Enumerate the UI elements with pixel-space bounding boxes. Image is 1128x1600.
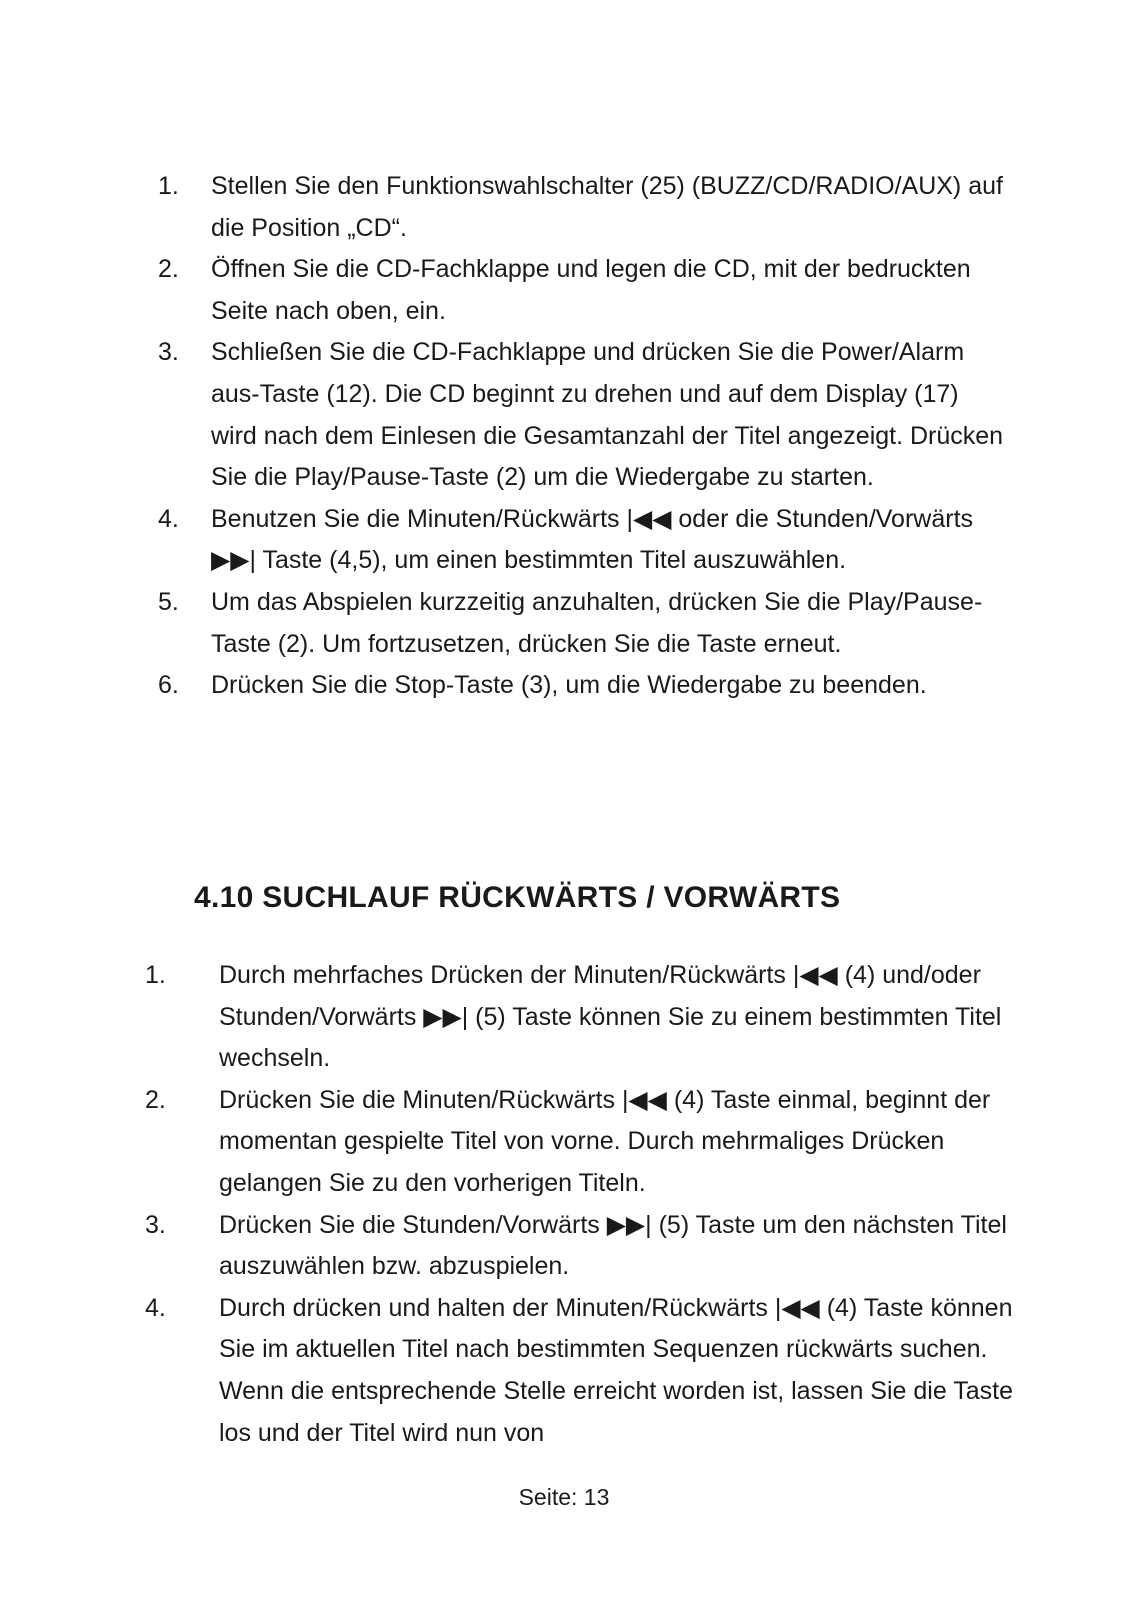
item-text: Durch drücken und halten der Minuten/Rückwärts |◀◀ (4) Taste können Sie im aktuellen Titel nach bestimmten Sequenzen rückwärts suchen. Wenn die entsprechende Stelle erreicht worden ist, lassen Sie die Taste los und der Titel wird nun von [219, 1293, 1013, 1447]
cd-playback-steps [0, 166, 1128, 707]
list-item [0, 1205, 1128, 1288]
item-text: Schließen Sie die CD-Fachklappe und drücken Sie die Power/Alarm aus-Taste (12). Die CD beginnt zu drehen und auf dem Display (17) wird nach dem Einlesen die Gesamtanzahl der Titel angezeigt. Drücken Sie die Play/Pause-Taste (2) um die Wiedergabe zu starten. [211, 338, 1004, 492]
item-number: 4. [145, 1293, 166, 1322]
item-number: 1. [158, 172, 179, 200]
list-item [0, 582, 1128, 665]
item-number: 2. [158, 255, 179, 284]
list-item [0, 955, 1128, 1080]
list-item [0, 665, 1128, 707]
item-number: 3. [145, 1210, 166, 1239]
list-item [0, 249, 1128, 332]
item-text: Öffnen Sie die CD-Fachklappe und legen die CD, mit der bedruckten Seite nach oben, ein. [211, 255, 971, 325]
item-number: 3. [158, 338, 179, 367]
item-text: Drücken Sie die Minuten/Rückwärts |◀◀ (4) Taste einmal, beginnt der momentan gespielte Titel von vorne. Durch mehrmaliges Drücken gelangen Sie zu den vorherigen Titeln. [219, 1085, 991, 1197]
item-text: Durch mehrfaches Drücken der Minuten/Rückwärts |◀◀ (4) und/oder Stunden/Vorwärts ▶▶| (5) Taste können Sie zu einem bestimmten Titel wechseln. [219, 961, 1002, 1073]
item-text: Um das Abspielen kurzzeitig anzuhalten, drücken Sie die Play/Pause-Taste (2). Um fortzusetzen, drücken Sie die Taste erneut. [211, 587, 983, 658]
item-number: 4. [158, 504, 179, 533]
list-item [0, 1288, 1128, 1454]
item-number: 6. [158, 671, 179, 700]
list-item [0, 332, 1128, 498]
section-heading: 4.10 SUCHLAUF RÜCKWÄRTS / VORWÄRTS [194, 881, 841, 914]
page-number: Seite: 13 [518, 1484, 610, 1510]
item-number: 5. [158, 587, 179, 616]
item-text: Stellen Sie den Funktionswahlschalter (25) (BUZZ/CD/RADIO/AUX) auf die Position „CD“. [211, 172, 1003, 242]
item-text: Drücken Sie die Stop-Taste (3), um die Wiedergabe zu beenden. [211, 671, 927, 700]
item-text: Drücken Sie die Stunden/Vorwärts ▶▶| (5) Taste um den nächsten Titel auszuwählen bzw. abzuspielen. [219, 1210, 1007, 1281]
item-number: 2. [145, 1085, 166, 1114]
list-item [0, 166, 1128, 249]
search-steps [0, 955, 1128, 1454]
item-number: 1. [145, 961, 166, 989]
list-item [0, 499, 1128, 582]
item-text: Benutzen Sie die Minuten/Rückwärts |◀◀ oder die Stunden/Vorwärts ▶▶| Taste (4,5), um einen bestimmten Titel auszuwählen. [211, 504, 974, 575]
list-item [0, 1080, 1128, 1205]
